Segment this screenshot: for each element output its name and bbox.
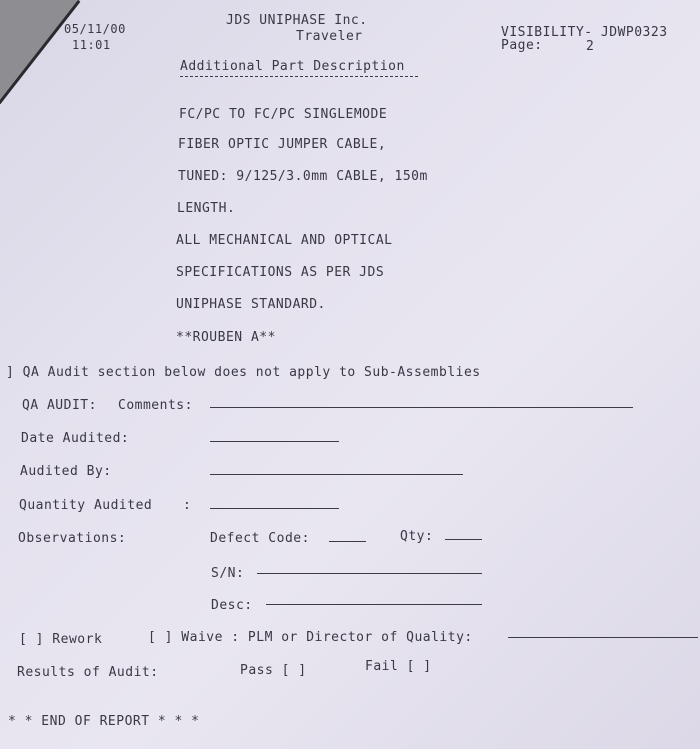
waive-checkbox[interactable]: [ ] Waive : PLM or Director of Quality:: [148, 630, 473, 645]
page-number: 2: [586, 39, 595, 54]
sn-label: S/N:: [211, 566, 245, 581]
comments-field[interactable]: [210, 407, 633, 408]
page-label: Page:: [501, 38, 543, 53]
date-audited-field[interactable]: [210, 441, 339, 442]
description-line: UNIPHASE STANDARD.: [176, 297, 326, 312]
visibility-code: VISIBILITY- JDWP0323: [501, 25, 668, 40]
defect-code-field[interactable]: [329, 541, 366, 542]
date-audited-label: Date Audited:: [21, 431, 130, 446]
sn-field[interactable]: [257, 573, 482, 574]
quantity-audited-field[interactable]: [210, 508, 339, 509]
quantity-colon: :: [183, 498, 192, 513]
observations-label: Observations:: [18, 531, 127, 546]
audited-by-field[interactable]: [210, 474, 463, 475]
desc-label: Desc:: [211, 598, 253, 613]
qty-field[interactable]: [445, 539, 482, 540]
description-line: FIBER OPTIC JUMPER CABLE,: [178, 137, 387, 152]
defect-code-label: Defect Code:: [210, 531, 310, 546]
qa-audit-label: QA AUDIT:: [22, 398, 97, 413]
company-name: JDS UNIPHASE Inc.: [226, 13, 368, 28]
description-line: TUNED: 9/125/3.0mm CABLE, 150m: [178, 169, 428, 184]
quantity-audited-label: Quantity Audited: [19, 498, 153, 513]
qty-label: Qty:: [400, 529, 434, 544]
report-date: 05/11/00: [64, 22, 126, 36]
heading-underline: [180, 76, 418, 77]
rework-checkbox[interactable]: [ ] Rework: [19, 632, 103, 647]
pass-checkbox[interactable]: Pass [ ]: [240, 663, 307, 678]
description-line: FC/PC TO FC/PC SINGLEMODE: [179, 107, 388, 122]
description-line: LENGTH.: [177, 201, 236, 216]
desc-field[interactable]: [266, 604, 482, 605]
comments-label: Comments:: [118, 398, 193, 413]
audited-by-label: Audited By:: [20, 464, 112, 479]
qa-note: ] QA Audit section below does not apply to Sub-Assemblies: [6, 365, 481, 380]
document-type: Traveler: [296, 29, 363, 44]
description-line: **ROUBEN A**: [176, 330, 276, 345]
results-of-audit-label: Results of Audit:: [17, 665, 159, 680]
description-line: ALL MECHANICAL AND OPTICAL: [176, 233, 393, 248]
description-heading: Additional Part Description: [180, 59, 405, 74]
description-line: SPECIFICATIONS AS PER JDS: [176, 265, 385, 280]
report-time: 11:01: [72, 38, 111, 52]
end-of-report: * * END OF REPORT * * *: [8, 714, 200, 729]
fail-checkbox[interactable]: Fail [ ]: [365, 659, 432, 674]
director-of-quality-field[interactable]: [508, 637, 698, 638]
